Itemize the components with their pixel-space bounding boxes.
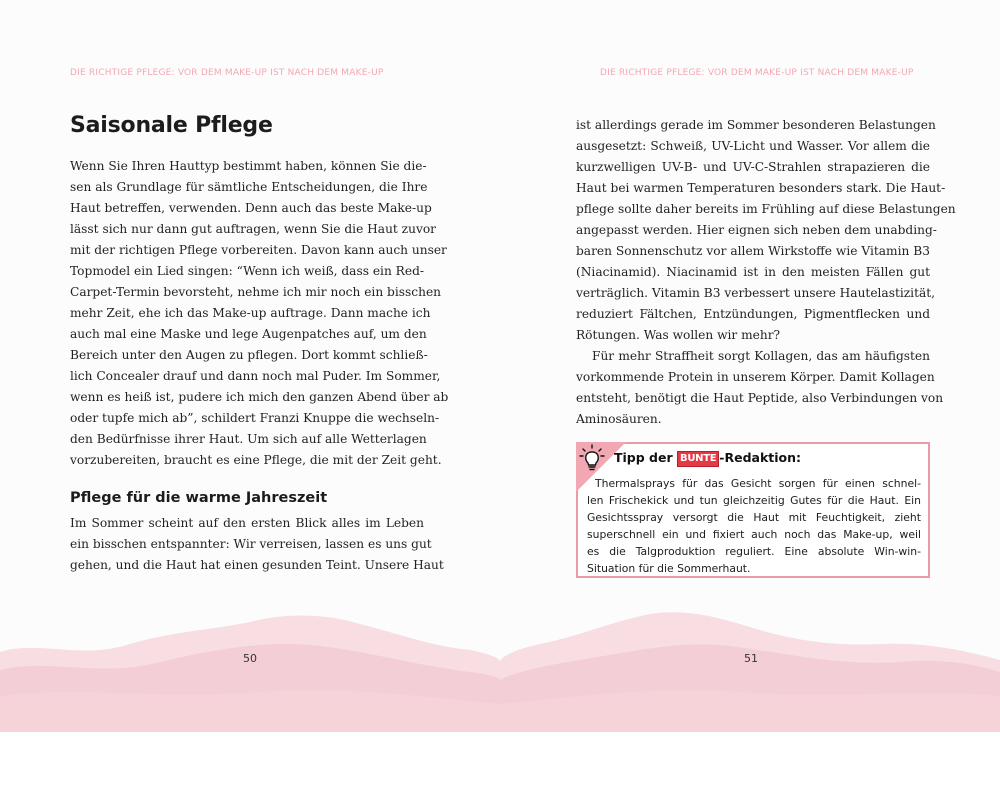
right-paragraph-2 (576, 346, 944, 430)
text-line: vorkommende Protein in unserem Körper. Damit Kollagen (576, 370, 935, 384)
text-line: wenn es heiß ist, pudere ich mich den ganzen Abend über ab (70, 390, 449, 404)
text-line: reduziert Fältchen, Entzündungen, Pigmentflecken und (576, 307, 930, 321)
text-line: kurzwelligen UV-B- und UV-C-Strahlen strapazieren die (576, 160, 930, 174)
text-line: lich Concealer drauf und dann noch mal Puder. Im Sommer, (70, 369, 441, 383)
text-line: oder tupfe mich ab”, schildert Franzi Knuppe die wechseln- (70, 411, 440, 425)
text-line: Bereich unter den Augen zu pflegen. Dort kommt schließ- (70, 348, 428, 362)
text-line: Carpet-Termin bevorsteht, nehme ich mir noch ein bisschen (70, 285, 442, 299)
text-line: gehen, und die Haut hat einen gesunden Teint. Unsere Haut (70, 558, 444, 572)
left-paragraph (70, 156, 449, 471)
text-line: lässt sich nur dann gut auftragen, wenn Sie die Haut zuvor (70, 222, 437, 236)
text-line: mit der richtigen Pflege vorbereiten. Davon kann auch unser (70, 243, 447, 257)
tip-line: len Frischekick und tun gleichzeitig Gutes für die Haut. Ein (587, 494, 921, 507)
text-line: ist allerdings gerade im Sommer besonderen Belastungen (576, 118, 936, 132)
text-line: Im Sommer scheint auf den ersten Blick alles im Leben (70, 516, 424, 530)
text-line: pflege sollte daher bereits im Frühling auf diese Belastungen (576, 202, 956, 216)
text-line: Haut bei warmen Temperaturen besonders stark. Die Haut- (576, 181, 946, 195)
text-line: Aminosäuren. (576, 412, 662, 426)
tip-line: Gesichtsspray versorgt die Haut mit Feuchtigkeit, zieht (587, 511, 921, 524)
tip-line: Situation für die Sommerhaut. (587, 562, 751, 575)
watercolor-wash (0, 600, 1000, 732)
text-line: ein bisschen entspannter: Wir verreisen, lassen es uns gut (70, 537, 432, 551)
page-title: Saisonale Pflege (70, 113, 273, 138)
tip-heading (614, 450, 801, 467)
text-line: auch mal eine Maske und lege Augenpatches auf, um den (70, 327, 427, 341)
tip-heading-suffix: -Redaktion: (719, 450, 802, 465)
left-sub-paragraph (70, 513, 444, 576)
text-line: Haut betreffen, verwenden. Denn auch das beste Make-up (70, 201, 432, 215)
text-line: baren Sonnenschutz vor allem Wirkstoffe wie Vitamin B3 (576, 244, 930, 258)
text-line: Rötungen. Was wollen wir mehr? (576, 328, 781, 342)
running-head-left: DIE RICHTIGE PFLEGE: VOR DEM MAKE-UP IST NACH DEM MAKE-UP (70, 68, 384, 78)
tip-heading-prefix: Tipp der (614, 450, 673, 465)
tip-line: es die Talgproduktion reguliert. Eine absolute Win-win- (587, 545, 921, 558)
subheading: Pflege für die warme Jahreszeit (70, 490, 328, 506)
brand-logo: BUNTE (677, 451, 719, 467)
page-number-right: 51 (744, 652, 758, 665)
text-line: vorzubereiten, braucht es eine Pflege, die mit der Zeit geht. (70, 453, 442, 467)
text-line: ausgesetzt: Schweiß, UV-Licht und Wasser. Vor allem die (576, 139, 930, 153)
text-line: sen als Grundlage für sämtliche Entscheidungen, die Ihre (70, 180, 428, 194)
blank-area (0, 732, 1000, 800)
text-line: den Bedürfnisse ihrer Haut. Um sich auf alle Wetterlagen (70, 432, 427, 446)
text-line: Für mehr Straffheit sorgt Kollagen, das am häufigsten (592, 349, 930, 363)
page-number-left: 50 (243, 652, 257, 665)
running-head-right: DIE RICHTIGE PFLEGE: VOR DEM MAKE-UP IST NACH DEM MAKE-UP (600, 68, 914, 78)
tip-line: superschnell ein und fixiert auch noch das Make-up, weil (587, 528, 921, 541)
tip-line: Thermalsprays für das Gesicht sorgen für einen schnel- (595, 477, 921, 490)
lightbulb-icon (579, 444, 605, 472)
text-line: (Niacinamid). Niacinamid ist in den meisten Fällen gut (576, 265, 930, 279)
text-line: Wenn Sie Ihren Hauttyp bestimmt haben, können Sie die- (70, 159, 427, 173)
text-line: mehr Zeit, ehe ich das Make-up auftrage. Dann mache ich (70, 306, 431, 320)
tip-box (576, 442, 930, 578)
tip-text (587, 475, 921, 577)
text-line: entsteht, benötigt die Haut Peptide, also Verbindungen von (576, 391, 944, 405)
text-line: angepasst werden. Hier eignen sich neben dem unabding- (576, 223, 937, 237)
text-line: Topmodel ein Lied singen: “Wenn ich weiß, dass ein Red- (70, 264, 424, 278)
right-paragraph-1 (576, 115, 956, 346)
text-line: verträglich. Vitamin B3 verbessert unsere Hautelastizität, (576, 286, 936, 300)
